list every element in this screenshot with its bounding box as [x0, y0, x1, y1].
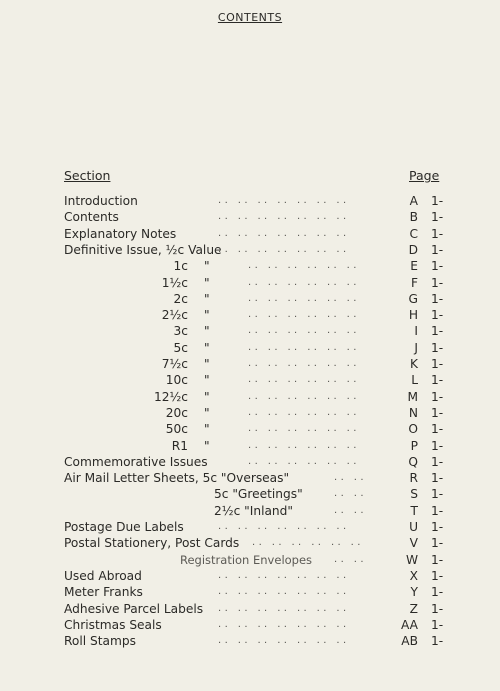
page-number: 1-	[431, 520, 444, 534]
section-label: Registration Envelopes	[180, 552, 313, 567]
leader-dots: .. .. .. .. .. ..	[248, 439, 360, 451]
page-number: 1-	[431, 194, 444, 208]
page-letter: J	[414, 340, 418, 355]
contents-row	[0, 291, 500, 307]
section-label: Explanatory Notes	[64, 226, 177, 241]
page-number: 1-	[431, 210, 444, 225]
leader-dots: .. .. .. .. .. ..	[248, 406, 360, 418]
section-label: 1c	[173, 259, 188, 274]
contents-row	[0, 470, 500, 486]
section-label: Meter Franks	[64, 585, 143, 600]
contents-row	[0, 503, 500, 519]
page-number: 1-	[431, 617, 444, 632]
section-label: 10c	[165, 373, 188, 388]
page-number: 1-	[431, 471, 444, 486]
leader-dots: .. ..	[334, 472, 367, 484]
page-letter: C	[409, 226, 418, 241]
leader-dots: .. .. .. .. .. .. ..	[218, 521, 350, 532]
ditto-mark: "	[204, 275, 210, 290]
page-number: 1-	[431, 275, 444, 290]
ditto-mark: "	[204, 291, 210, 306]
page-letter: G	[408, 291, 418, 306]
section-label: Postal Stationery, Post Cards	[64, 536, 240, 551]
contents-row	[0, 356, 500, 372]
contents-row	[0, 242, 500, 258]
page-letter: Z	[409, 601, 418, 616]
section-label: 5c	[173, 340, 188, 355]
section-label: Definitive Issue, ½c Value	[64, 242, 222, 257]
contents-row	[0, 519, 500, 535]
page-number: 1-	[431, 568, 444, 583]
section-label: 2½c "Inland"	[214, 503, 293, 518]
leader-dots: .. .. .. .. .. .. ..	[218, 602, 350, 614]
section-label: 50c	[165, 422, 188, 437]
contents-row	[0, 340, 500, 356]
section-label: Postage Due Labels	[64, 520, 184, 534]
page-letter: P	[410, 438, 418, 453]
contents-row	[0, 486, 500, 502]
page-letter: A	[409, 194, 418, 208]
page-letter: X	[409, 568, 418, 583]
page-letter: D	[408, 242, 418, 257]
section-label: 3c	[173, 324, 188, 339]
page-header: Page	[409, 168, 440, 183]
section-label: Roll Stamps	[64, 634, 136, 649]
section-header: Section	[64, 168, 111, 183]
contents-row	[0, 601, 500, 617]
page-letter: S	[410, 487, 418, 502]
ditto-mark: "	[204, 340, 210, 355]
contents-row	[0, 372, 500, 388]
contents-row	[0, 552, 500, 568]
leader-dots: .. .. .. .. .. ..	[248, 374, 360, 386]
page-number: 1-	[431, 389, 444, 404]
page-letter: R	[409, 471, 418, 486]
page-number: 1-	[431, 536, 444, 551]
contents-row	[0, 226, 500, 242]
section-label: R1	[171, 438, 188, 453]
contents-row	[0, 438, 500, 454]
ditto-mark: "	[204, 405, 210, 420]
page-number: 1-	[431, 373, 444, 388]
contents-row	[0, 307, 500, 323]
contents-row	[0, 275, 500, 291]
ditto-mark: "	[204, 259, 210, 274]
leader-dots: .. .. .. .. .. ..	[248, 423, 360, 435]
section-label: Commemorative Issues	[64, 454, 208, 469]
contents-row	[0, 258, 500, 274]
leader-dots: .. .. .. .. .. ..	[248, 455, 360, 467]
leader-dots: .. .. .. .. .. ..	[248, 341, 360, 353]
page-letter: L	[411, 373, 418, 388]
leader-dots: .. ..	[334, 553, 367, 565]
leader-dots: .. .. .. .. .. ..	[248, 309, 360, 321]
leader-dots: .. .. .. .. .. .. ..	[218, 569, 350, 581]
ditto-mark: "	[204, 389, 210, 404]
leader-dots: .. .. .. .. .. .. ..	[218, 243, 350, 255]
page-letter: U	[409, 520, 418, 534]
contents-row	[0, 535, 500, 551]
page-number: 1-	[431, 487, 444, 502]
contents-row	[0, 568, 500, 584]
page-letter: Q	[408, 454, 418, 469]
contents-row	[0, 421, 500, 437]
page-letter: K	[410, 357, 418, 371]
leader-dots: .. ..	[334, 488, 367, 500]
page-number: 1-	[431, 552, 444, 567]
section-label: 12½c	[153, 389, 188, 404]
leader-dots: .. .. .. .. .. .. ..	[218, 618, 350, 630]
ditto-mark: "	[204, 357, 210, 371]
page-letter: AA	[400, 617, 418, 632]
contents-row	[0, 633, 500, 649]
section-label: Adhesive Parcel Labels	[64, 601, 204, 616]
leader-dots: .. .. .. .. .. .. ..	[218, 635, 350, 647]
leader-dots: .. .. .. .. .. .. ..	[218, 586, 350, 598]
page-letter: W	[405, 552, 418, 567]
contents-row	[0, 454, 500, 470]
contents-row	[0, 389, 500, 405]
page-number: 1-	[431, 405, 444, 420]
page-number: 1-	[431, 422, 444, 437]
page-letter: F	[410, 275, 418, 290]
section-label: Air Mail Letter Sheets, 5c "Overseas"	[64, 471, 290, 486]
page-letter: I	[414, 324, 418, 339]
page-number: 1-	[431, 438, 444, 453]
leader-dots: .. .. .. .. .. .. ..	[218, 195, 350, 206]
page-number: 1-	[431, 259, 444, 274]
ditto-mark: "	[204, 308, 210, 323]
leader-dots: .. .. .. .. .. ..	[248, 325, 360, 337]
section-label: 5c "Greetings"	[214, 487, 303, 502]
leader-dots: .. ..	[334, 504, 367, 516]
section-label: Contents	[64, 210, 119, 225]
page-letter: B	[409, 210, 418, 225]
page-letter: E	[410, 259, 418, 274]
leader-dots: .. .. .. .. .. ..	[248, 292, 360, 304]
page-letter: T	[410, 503, 418, 518]
page-number: 1-	[431, 324, 444, 339]
ditto-mark: "	[204, 373, 210, 388]
page-letter: AB	[401, 634, 418, 649]
ditto-mark: "	[204, 324, 210, 339]
page-number: 1-	[431, 291, 444, 306]
contents-row	[0, 617, 500, 633]
contents-row	[0, 193, 500, 209]
leader-dots: .. .. .. .. .. .. ..	[218, 211, 350, 223]
section-label: Used Abroad	[64, 568, 142, 583]
page-letter: Y	[410, 585, 418, 600]
contents-row	[0, 209, 500, 225]
ditto-mark: "	[204, 438, 210, 453]
section-label: Christmas Seals	[64, 617, 162, 632]
page-letter: O	[408, 422, 418, 437]
page-number: 1-	[431, 585, 444, 600]
page-title: CONTENTS	[217, 11, 283, 24]
section-label: Introduction	[64, 194, 138, 208]
contents-row	[0, 323, 500, 339]
leader-dots: .. .. .. .. .. ..	[252, 537, 364, 549]
page-number: 1-	[431, 357, 444, 371]
section-label: 7½c	[161, 357, 188, 371]
page-number: 1-	[431, 634, 444, 649]
page-letter: V	[409, 536, 418, 551]
leader-dots: .. .. .. .. .. ..	[248, 358, 360, 369]
page-letter: N	[408, 405, 418, 420]
page-letter: H	[408, 308, 418, 323]
contents-row	[0, 405, 500, 421]
contents-row	[0, 584, 500, 600]
page-number: 1-	[431, 454, 444, 469]
section-label: 1½c	[161, 275, 188, 290]
page-letter: M	[407, 389, 418, 404]
leader-dots: .. .. .. .. .. ..	[248, 390, 360, 402]
section-label: 2½c	[161, 308, 188, 323]
page-number: 1-	[431, 340, 444, 355]
leader-dots: .. .. .. .. .. ..	[248, 276, 360, 288]
leader-dots: .. .. .. .. .. ..	[248, 260, 360, 272]
ditto-mark: "	[204, 422, 210, 437]
leader-dots: .. .. .. .. .. .. ..	[218, 227, 350, 239]
page-number: 1-	[431, 601, 444, 616]
page-number: 1-	[431, 308, 444, 323]
page-number: 1-	[431, 242, 444, 257]
section-label: 20c	[165, 405, 188, 420]
page-number: 1-	[431, 503, 444, 518]
section-label: 2c	[173, 291, 188, 306]
page-number: 1-	[431, 226, 444, 241]
